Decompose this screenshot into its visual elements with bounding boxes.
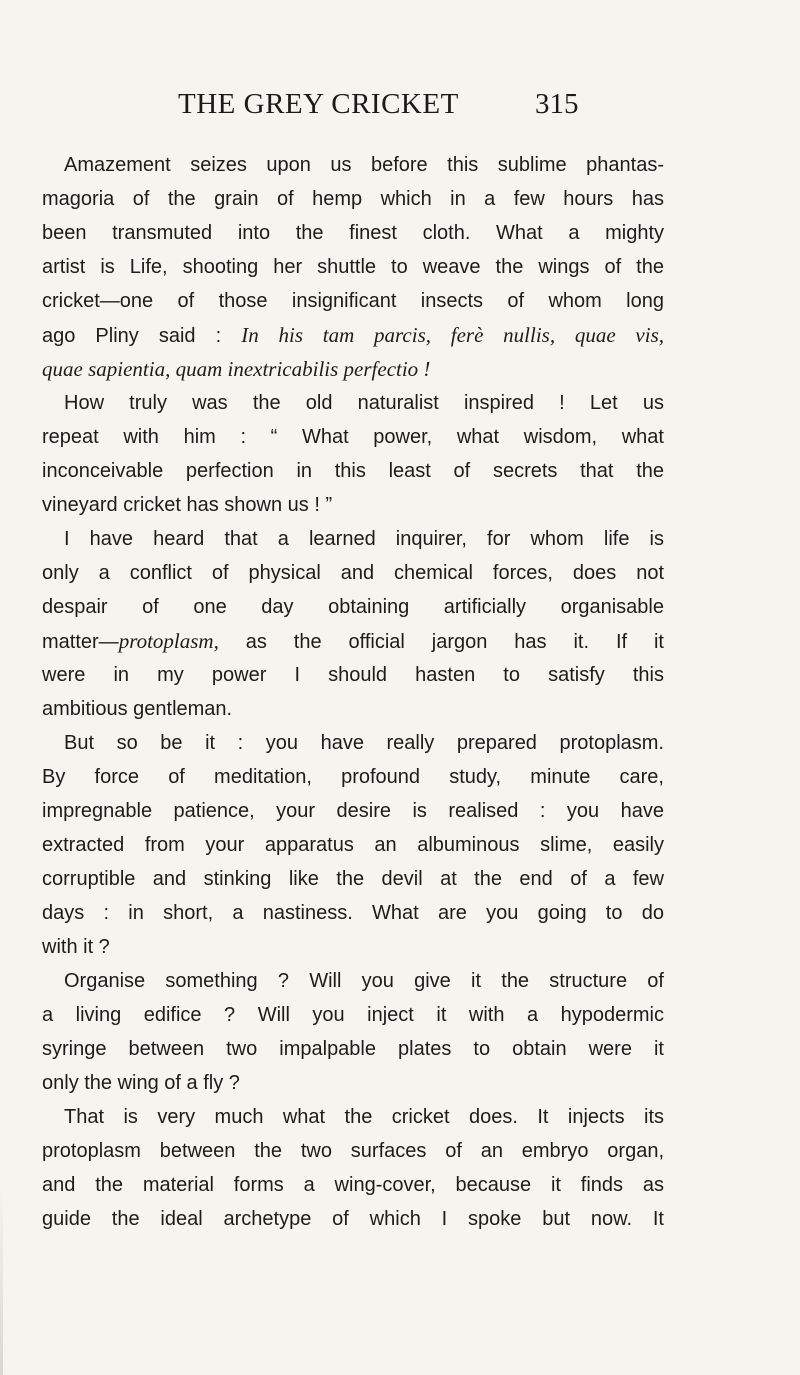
- text-segment: as the official jargon has it. If it: [245, 631, 664, 653]
- text-line: only a conflict of physical and chemical forces, does not: [42, 562, 664, 584]
- text-line: [42, 624, 664, 658]
- text-line: syringe between two impalpable plates to obtain were it: [42, 1038, 664, 1060]
- text-line: artist is Life, shooting her shuttle to weave the wings of the: [42, 256, 664, 278]
- text-line: with it ?: [42, 936, 110, 958]
- text-line: How truly was the old naturalist inspired ! Let us: [64, 392, 664, 414]
- text-line: were in my power I should hasten to satisfy this: [42, 664, 664, 686]
- text-segment: ago Pliny said :: [42, 325, 222, 347]
- text-line: despair of one day obtaining artificially organisable: [42, 596, 664, 618]
- text-line: been transmuted into the finest cloth. What a mighty: [42, 222, 664, 244]
- text-line: impregnable patience, your desire is realised : you have: [42, 800, 664, 822]
- text-line: Organise something ? Will you give it the structure of: [64, 970, 664, 992]
- text-line: Amazement seizes upon us before this sublime phantas-: [64, 154, 664, 176]
- text-line: inconceivable perfection in this least of secrets that the: [42, 460, 664, 482]
- text-line: days : in short, a nastiness. What are you going to do: [42, 902, 664, 924]
- text-line: ambitious gentleman.: [42, 698, 233, 720]
- text-line: I have heard that a learned inquirer, for whom life is: [64, 528, 664, 550]
- text-line: corruptible and stinking like the devil at the end of a few: [42, 868, 664, 890]
- text-line: a living edifice ? Will you inject it with a hypodermic: [42, 1004, 664, 1026]
- body-text: [42, 148, 664, 1236]
- page-edge-shadow: [0, 1180, 3, 1375]
- text-line: protoplasm between the two surfaces of an embryo organ,: [42, 1140, 664, 1162]
- text-line: vineyard cricket has shown us ! ”: [42, 494, 333, 516]
- text-line: and the material forms a wing-cover, because it finds as: [42, 1174, 664, 1196]
- running-head: [0, 88, 800, 128]
- text-line: By force of meditation, profound study, minute care,: [42, 766, 664, 788]
- text-line: guide the ideal archetype of which I spoke but now. It: [42, 1208, 664, 1230]
- page-number: 315: [535, 88, 579, 120]
- latin-quote-line: quae sapientia, quam inextricabilis perfectio !: [42, 357, 431, 381]
- running-title: THE GREY CRICKET: [178, 88, 459, 120]
- text-line: only the wing of a fly ?: [42, 1072, 240, 1094]
- text-line: That is very much what the cricket does. It injects its: [64, 1106, 664, 1128]
- text-line: [42, 318, 664, 352]
- latin-quote: In his tam parcis, ferè nullis, quae vis,: [241, 323, 665, 347]
- text-line: magoria of the grain of hemp which in a few hours has: [42, 188, 664, 210]
- text-line: extracted from your apparatus an albuminous slime, easily: [42, 834, 664, 856]
- text-line: cricket—one of those insignificant insects of whom long: [42, 290, 664, 312]
- italic-term: protoplasm,: [118, 629, 219, 653]
- text-line: repeat with him : “ What power, what wisdom, what: [42, 426, 664, 448]
- text-segment: matter—: [42, 631, 119, 653]
- text-line: But so be it : you have really prepared protoplasm.: [64, 732, 664, 754]
